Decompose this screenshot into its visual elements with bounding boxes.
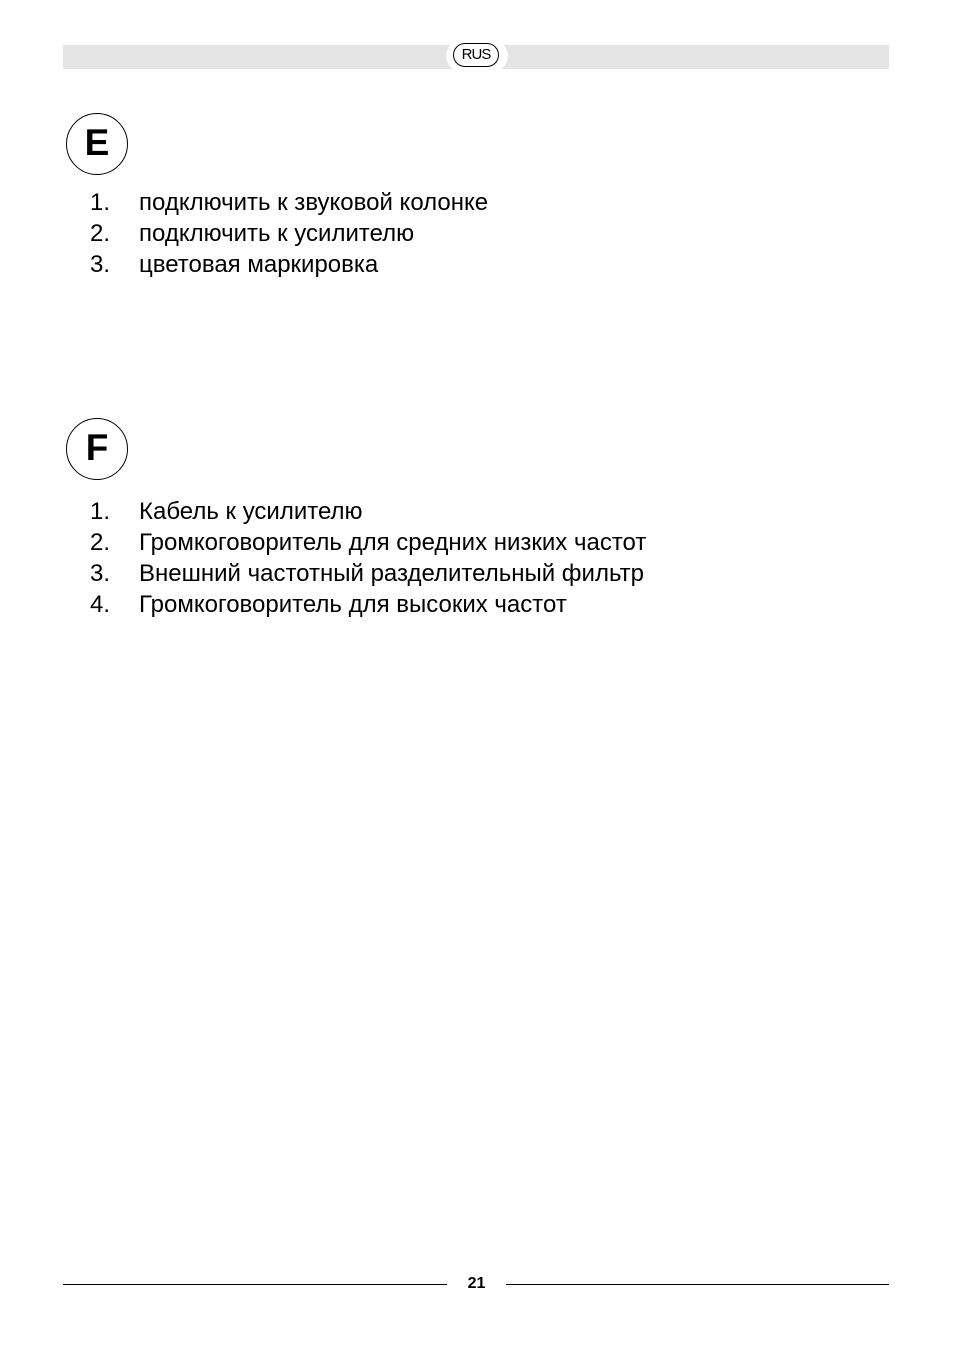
item-number: 4. — [90, 591, 111, 618]
page-number: 21 — [467, 1275, 486, 1292]
language-badge: RUS — [453, 43, 499, 67]
item-number: 1. — [90, 189, 111, 216]
item-number: 2. — [90, 529, 111, 556]
item-number: 3. — [90, 560, 111, 587]
item-text: Громкоговоритель для высоких частот — [139, 591, 567, 618]
item-number: 3. — [90, 251, 111, 278]
language-badge-container — [446, 40, 508, 72]
section-marker-e: E — [66, 113, 128, 175]
item-text: Кабель к усилителю — [139, 498, 363, 525]
section-marker-f: F — [66, 418, 128, 480]
item-number: 1. — [90, 498, 111, 525]
item-text: подключить к звуковой колонке — [139, 189, 489, 216]
item-number: 2. — [90, 220, 111, 247]
item-text: Громкоговоритель для средних низких частот — [139, 529, 647, 556]
item-text: цветовая маркировка — [139, 251, 379, 278]
footer-divider-left — [63, 1284, 447, 1285]
item-text: подключить к усилителю — [139, 220, 415, 247]
item-text: Внешний частотный разделительный фильтр — [139, 560, 644, 587]
footer-divider-right — [506, 1284, 889, 1285]
